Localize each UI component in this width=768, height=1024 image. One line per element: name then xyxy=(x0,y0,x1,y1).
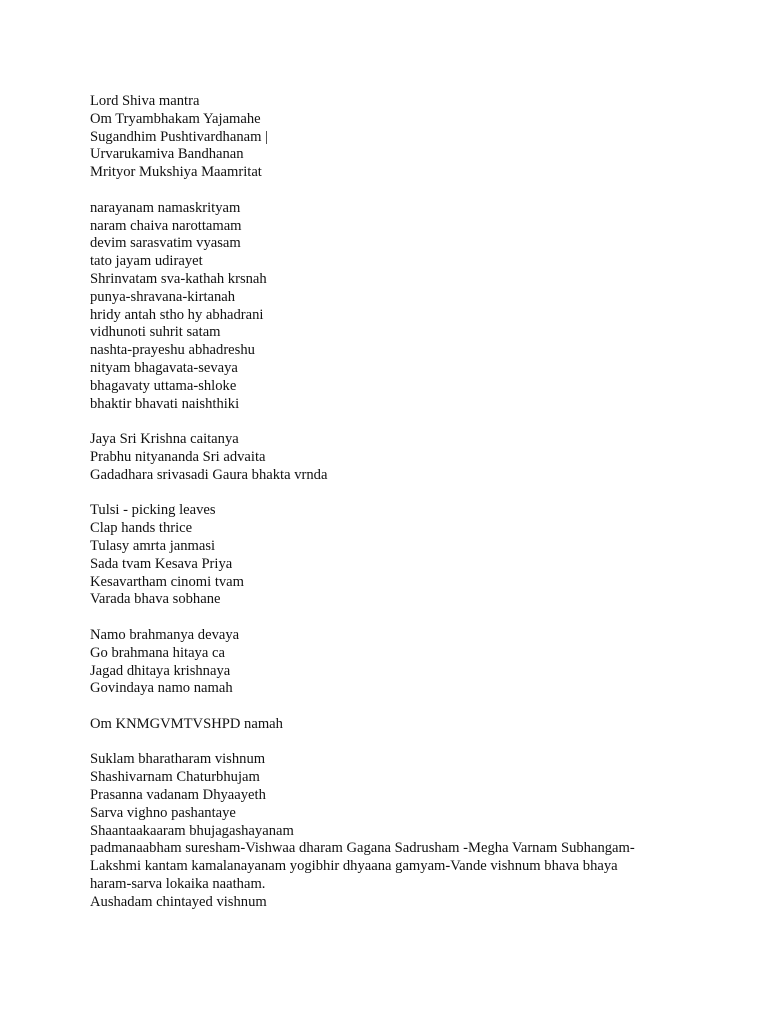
text-line: vidhunoti suhrit satam xyxy=(90,324,221,341)
stanza-gap xyxy=(90,413,690,431)
stanza-om-namah xyxy=(90,716,690,734)
text-line: Shaantaakaaram bhujagashayanam xyxy=(90,822,294,839)
text-line: punya-shravana-kirtanah xyxy=(90,288,236,305)
text-line: Jagad dhitaya krishnaya xyxy=(90,662,231,679)
stanza-gap xyxy=(90,698,690,716)
text-line: Sarva vighno pashantaye xyxy=(90,804,236,821)
text-line: devim sarasvatim vyasam xyxy=(90,235,241,252)
text-line: naram chaiva narottamam xyxy=(90,217,242,234)
text-line: Urvarukamiva Bandhanan xyxy=(90,146,244,163)
stanza-narayanam xyxy=(90,200,690,414)
text-line: Shashivarnam Chaturbhujam xyxy=(90,769,260,786)
stanza-gap xyxy=(90,485,690,503)
text-line: Jaya Sri Krishna caitanya xyxy=(90,431,239,448)
text-line: tato jayam udirayet xyxy=(90,253,203,270)
stanza-gap xyxy=(90,734,690,752)
text-line: Govindaya namo namah xyxy=(90,680,233,697)
stanza-suklam xyxy=(90,751,690,911)
stanza-shiva-mantra xyxy=(90,93,690,182)
text-line: Kesavartham cinomi tvam xyxy=(90,573,244,590)
text-line: bhaktir bhavati naishthiki xyxy=(90,395,240,412)
text-line: Mrityor Mukshiya Maamritat xyxy=(90,164,262,181)
text-line: Go brahmana hitaya ca xyxy=(90,644,225,661)
stanza-tulsi xyxy=(90,502,690,609)
text-line: Clap hands thrice xyxy=(90,520,193,537)
text-line: hridy antah stho hy abhadrani xyxy=(90,306,264,323)
stanza-title: Lord Shiva mantra xyxy=(90,93,200,109)
text-line: Shrinvatam sva-kathah krsnah xyxy=(90,270,267,287)
text-line: Aushadam chintayed vishnum xyxy=(90,893,267,910)
text-line: Tulasy amrta janmasi xyxy=(90,537,216,554)
stanza-jaya-sri-krishna xyxy=(90,431,690,484)
text-line: Prasanna vadanam Dhyaayeth xyxy=(90,787,266,804)
text-line: Suklam bharatharam vishnum xyxy=(90,751,266,768)
text-line: narayanam namaskrityam xyxy=(90,199,241,216)
text-line: nashta-prayeshu abhadreshu xyxy=(90,342,255,359)
text-line: Om KNMGVMTVSHPD namah xyxy=(90,715,283,732)
document-page xyxy=(90,93,690,912)
text-line: Varada bhava sobhane xyxy=(90,591,221,608)
text-paragraph: padmanaabham suresham-Vishwaa dharam Gagana Sadrusham -Megha Varnam Subhangam-Lakshmi kantam kamalanayanam yogibhir dhyaana gamyam-Vande vishnum bhava bhaya haram-sarva lokaika naatham. xyxy=(90,840,635,893)
text-line: Sada tvam Kesava Priya xyxy=(90,555,233,572)
stanza-namo-brahmanya xyxy=(90,627,690,698)
text-line: Gadadhara srivasadi Gaura bhakta vrnda xyxy=(90,466,328,483)
text-line: Prabhu nityananda Sri advaita xyxy=(90,448,266,465)
stanza-gap xyxy=(90,609,690,627)
text-line: Tulsi - picking leaves xyxy=(90,502,216,519)
text-line: bhagavaty uttama-shloke xyxy=(90,377,237,394)
stanza-gap xyxy=(90,182,690,200)
text-line: Sugandhim Pushtivardhanam | xyxy=(90,128,269,145)
text-line: Om Tryambhakam Yajamahe xyxy=(90,110,261,127)
text-line: Namo brahmanya devaya xyxy=(90,626,240,643)
text-line: nityam bhagavata-sevaya xyxy=(90,359,238,376)
